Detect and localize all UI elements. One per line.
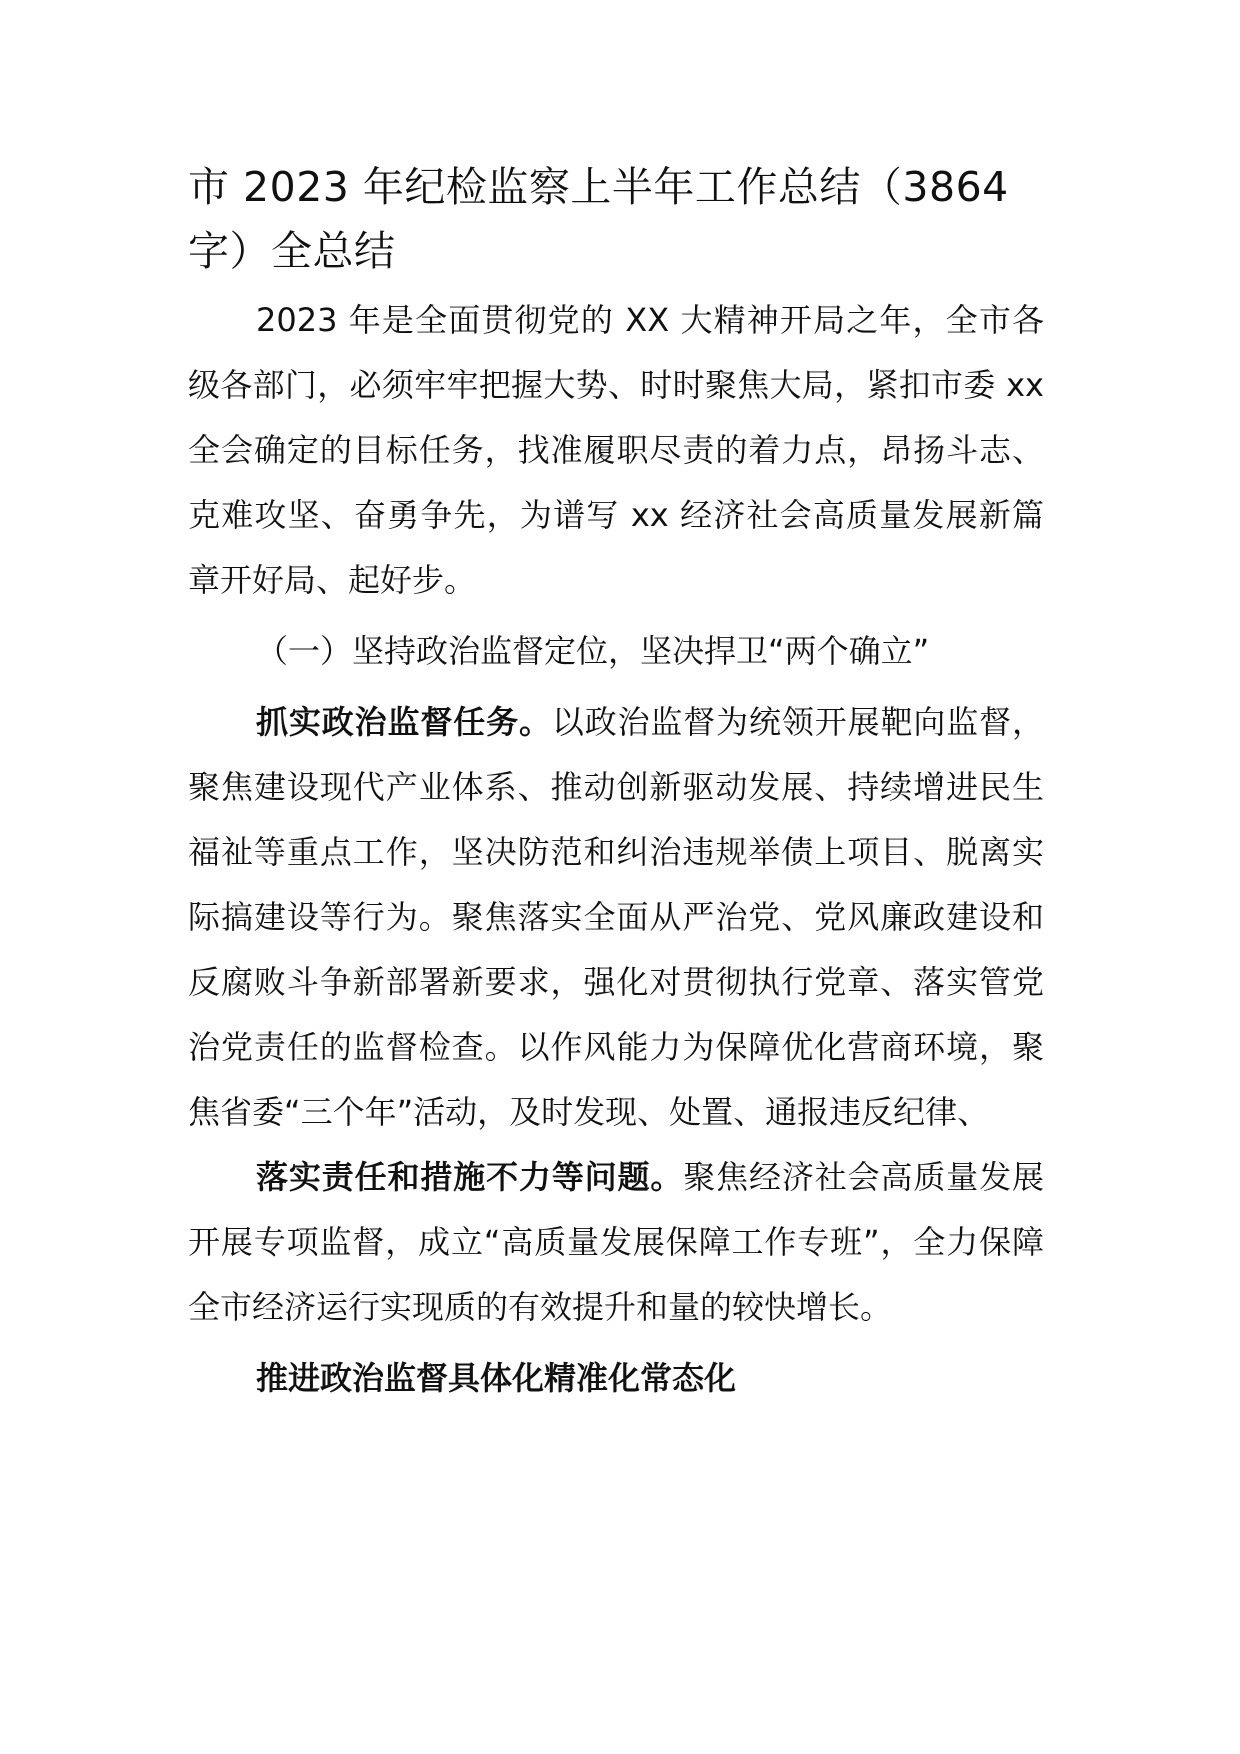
section-heading: （一）坚持政治监督定位，坚决捍卫“两个确立” bbox=[256, 632, 930, 670]
paragraph-lead: 落实责任和措施不力等问题。 bbox=[256, 1158, 684, 1196]
subsection-heading: 推进政治监督具体化精准化常态化 bbox=[256, 1359, 737, 1397]
document-title: 市 2023 年纪检监察上半年工作总结（3864字）全总结 bbox=[188, 163, 1009, 275]
paragraph-political-supervision bbox=[188, 690, 1044, 1145]
paragraph-body: 以政治监督为统领开展靶向监督，聚焦建设现代产业体系、推动创新驱动发展、持续增进民生福祉等重点工作，坚决防范和纠治违规举债上项目、脱离实际搞建设等行为。聚焦落实全面从严治党、党风廉政建设和反腐败斗争新部署新要求，强化对贯彻执行党章、落实管党治党责任的监督检查。以作风能力为保障优化营商环境，聚焦省委“三个年”活动，及时发现、处置、通报违反纪律、 bbox=[188, 703, 1044, 1131]
paragraph-responsibility bbox=[188, 1145, 1044, 1340]
paragraph-body: 聚焦经济社会高质量发展开展专项监督，成立“高质量发展保障工作专班”，全力保障全市经济运行实现质的有效提升和量的较快增长。 bbox=[188, 1158, 1044, 1326]
paragraph-lead: 抓实政治监督任务。 bbox=[256, 703, 552, 741]
intro-paragraph: 2023 年是全面贯彻党的 XX 大精神开局之年，全市各级各部门，必须牢牢把握大势、时时聚焦大局，紧扣市委 xx 全会确定的目标任务，找准履职尽责的着力点，昂扬斗志、克难攻坚、奋勇争先，为谱写 xx 经济社会高质量发展新篇章开好局、起好步。 bbox=[188, 301, 1044, 599]
